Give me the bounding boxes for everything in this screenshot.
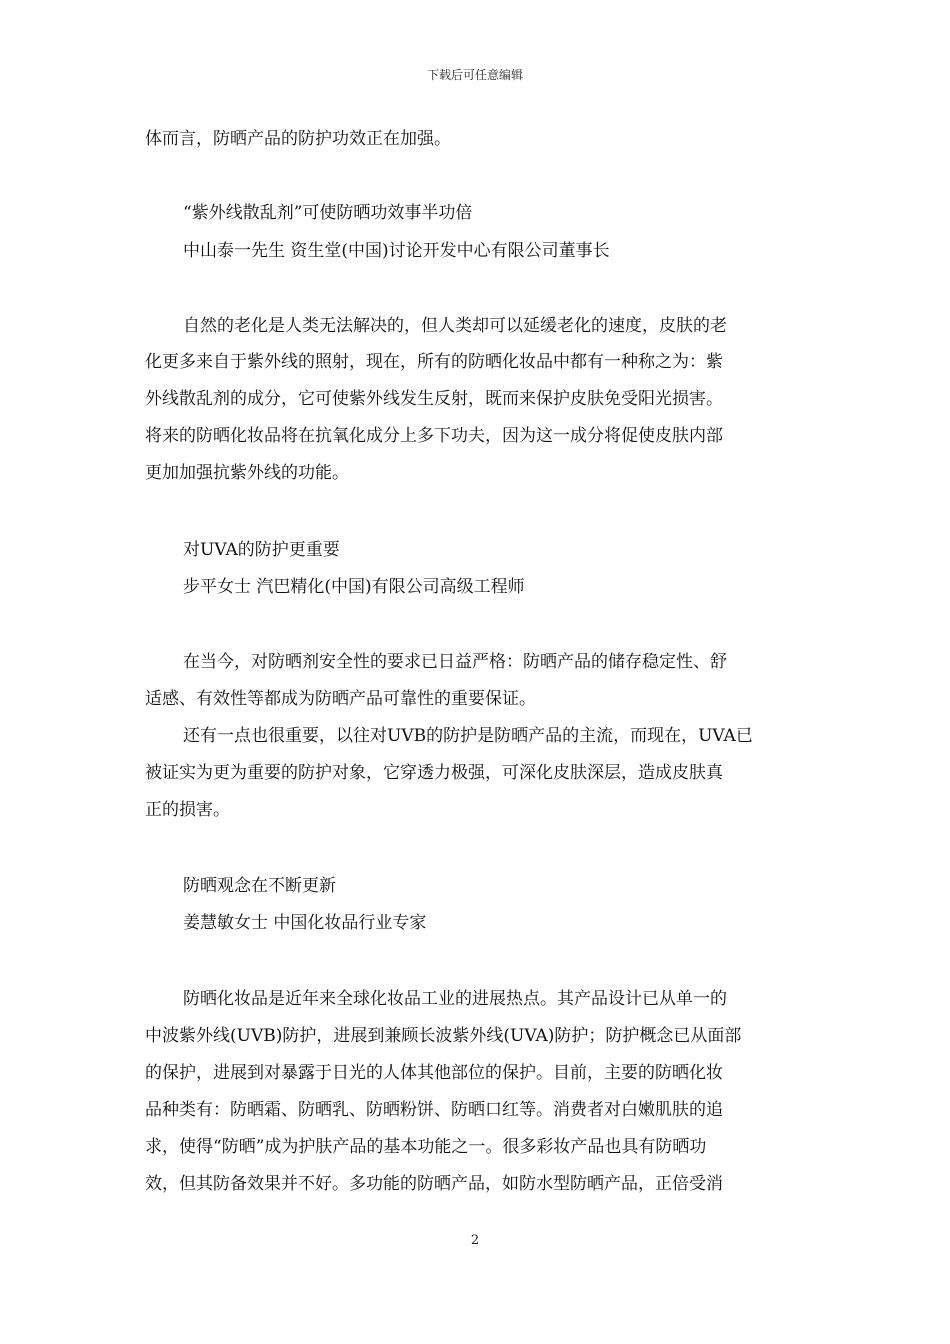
- paragraph-line: 体而言，防晒产品的防护功效正在加强。: [145, 129, 451, 149]
- section-author: 步平女士 汽巴精化(中国)有限公司高级工程师: [183, 577, 525, 597]
- page-header: 下载后可任意编辑: [426, 68, 523, 82]
- paragraph-line: 在当今，对防晒剂安全性的要求已日益严格：防晒产品的储存稳定性、舒: [183, 652, 727, 672]
- section-title: “紫外线散乱剂”可使防晒功效事半功倍: [183, 203, 473, 223]
- paragraph-line: 正的损害。: [145, 800, 230, 820]
- paragraph-line: 还有一点也很重要，以往对UVB的防护是防晒产品的主流，而现在，UVA已: [183, 726, 753, 746]
- paragraph-line: 化更多来自于紫外线的照射，现在，所有的防晒化妆品中都有一种称之为：紫: [145, 352, 723, 372]
- paragraph-line: 防晒化妆品是近年来全球化妆品工业的进展热点。其产品设计已从单一的: [183, 989, 727, 1009]
- paragraph-line: 品种类有：防晒霜、防晒乳、防晒粉饼、防晒口红等。消费者对白嫩肌肤的追: [145, 1100, 723, 1120]
- section-author: 姜慧敏女士 中国化妆品行业专家: [183, 913, 427, 933]
- paragraph-line: 的保护，进展到对暴露于日光的人体其他部位的保护。目前，主要的防晒化妆: [145, 1063, 723, 1083]
- paragraph-line: 效，但其防备效果并不好。多功能的防晒产品，如防水型防晒产品，正倍受消: [145, 1174, 723, 1194]
- section-title: 对UVA的防护更重要: [183, 540, 340, 560]
- paragraph-line: 中波紫外线(UVB)防护，进展到兼顾长波紫外线(UVA)防护；防护概念已从面部: [145, 1026, 742, 1046]
- paragraph-line: 外线散乱剂的成分，它可使紫外线发生反射，既而来保护皮肤免受阳光损害。: [145, 389, 723, 409]
- page-number: 2: [470, 1233, 480, 1248]
- paragraph-line: 适感、有效性等都成为防晒产品可靠性的重要保证。: [145, 689, 536, 709]
- section-author: 中山泰一先生 资生堂(中国)讨论开发中心有限公司董事长: [183, 241, 610, 261]
- paragraph-line: 将来的防晒化妆品将在抗氧化成分上多下功夫，因为这一成分将促使皮肤内部: [145, 426, 723, 446]
- section-title: 防晒观念在不断更新: [183, 876, 336, 896]
- paragraph-line: 被证实为更为重要的防护对象，它穿透力极强，可深化皮肤深层，造成皮肤真: [145, 763, 723, 783]
- paragraph-line: 自然的老化是人类无法解决的，但人类却可以延缓老化的速度，皮肤的老: [183, 316, 727, 336]
- paragraph-line: 更加加强抗紫外线的功能。: [145, 463, 349, 483]
- paragraph-line: 求，使得“防晒”成为护肤产品的基本功能之一。很多彩妆产品也具有防晒功: [145, 1137, 707, 1157]
